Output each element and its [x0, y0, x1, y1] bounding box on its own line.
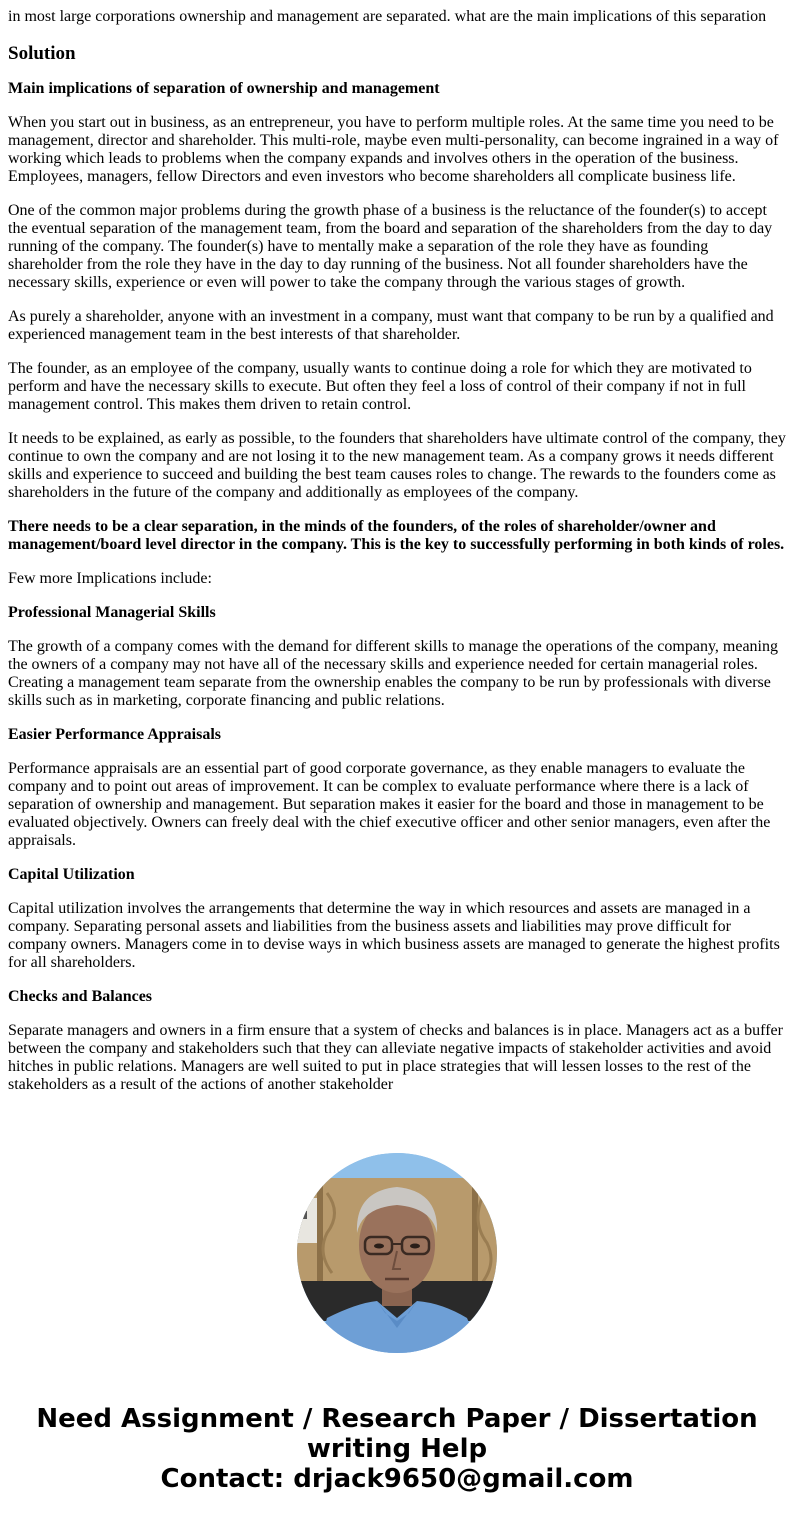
section-body: Separate managers and owners in a firm ensure that a system of checks and balances is in place. Managers act as a buffer between the company and stakeholders such that they can alleviate negative impacts of stakeholder activities and avoid hitches in public relations. Managers are well suited to put in place strategies that will lessen losses to the rest of the stakeholders as a result of the actions of another stakeholder	[8, 1022, 783, 1093]
section-body: Capital utilization involves the arrangements that determine the way in which resources and assets are managed in a company. Separating personal assets and liabilities from the business assets and liabilities may prove difficult for company owners. Managers come in to devise ways in which business assets are managed to generate the highest profits for all shareholders.	[8, 900, 780, 971]
paragraph: It needs to be explained, as early as possible, to the founders that shareholders have ultimate control of the company, they continue to own the company and are not losing it to the new management team. As a company grows it needs different skills and experience to succeed and building the best team causes roles to change. The rewards to the founders come as shareholders in the future of the company and additionally as employees of the company.	[8, 430, 786, 501]
question-text: in most large corporations ownership and management are separated. what are the main implications of this separation	[8, 8, 767, 25]
section-body: The growth of a company comes with the demand for different skills to manage the operations of the company, meaning the owners of a company may not have all of the necessary skills and experience needed for certain managerial roles. Creating a management team separate from the ownership enables the company to be run by professionals with diverse skills such as in marketing, corporate financing and public relations.	[8, 638, 778, 709]
contact-banner	[0, 1404, 794, 1494]
paragraph: When you start out in business, as an entrepreneur, you have to perform multiple roles. At the same time you need to be management, director and shareholder. This multi-role, maybe even multi-personality, can become ingrained in a way of working which leads to problems when the company expands and involves others in the operation of the business. Employees, managers, fellow Directors and even investors who become shareholders all complicate business life.	[8, 114, 779, 185]
more-implications-intro: Few more Implications include:	[8, 570, 212, 587]
key-statement: There needs to be a clear separation, in the minds of the founders, of the roles of shareholder/owner and management/board level director in the company. This is the key to successfully performing in both kinds of roles.	[8, 518, 785, 553]
paragraph: One of the common major problems during the growth phase of a business is the reluctance of the founder(s) to accept the eventual separation of the management team, from the board and separation of the shareholders from the day to day running of the company. The founder(s) have to mentally make a separation of the role they have as founding shareholder from the role they have in the day to day running of the business. Not all founder shareholders have the necessary skills, experience or even will power to take the company through the various stages of growth.	[8, 202, 773, 291]
section-heading-performance-appraisals: Easier Performance Appraisals	[8, 726, 222, 743]
document	[0, 8, 794, 1094]
section-heading-checks-balances: Checks and Balances	[8, 988, 153, 1005]
solution-heading: Solution	[8, 43, 76, 64]
main-heading: Main implications of separation of ownership and management	[8, 80, 440, 97]
person-portrait-icon	[297, 1153, 497, 1353]
paragraph: As purely a shareholder, anyone with an investment in a company, must want that company to be run by a qualified and experienced management team in the best interests of that shareholder.	[8, 308, 774, 343]
banner-line-2: writing Help	[306, 1434, 488, 1464]
paragraph: The founder, as an employee of the company, usually wants to continue doing a role for which they are motivated to perform and have the necessary skills to execute. But often they feel a loss of control of their company if not in full management control. This makes them driven to retain control.	[8, 360, 752, 413]
section-body: Performance appraisals are an essential part of good corporate governance, as they enable managers to evaluate the company and to point out areas of improvement. It can be complex to evaluate performance where there is a lack of separation of ownership and management. But separation makes it easier for the board and those in management to be evaluated objectively. Owners can freely deal with the chief executive officer and other senior managers, even after the appraisals.	[8, 760, 771, 849]
banner-line-1: Need Assignment / Research Paper / Dissertation	[36, 1404, 758, 1434]
author-photo	[297, 1153, 497, 1353]
section-heading-professional-skills: Professional Managerial Skills	[8, 604, 216, 621]
banner-contact-email: Contact: drjack9650@gmail.com	[160, 1464, 634, 1494]
section-heading-capital-utilization: Capital Utilization	[8, 866, 135, 883]
